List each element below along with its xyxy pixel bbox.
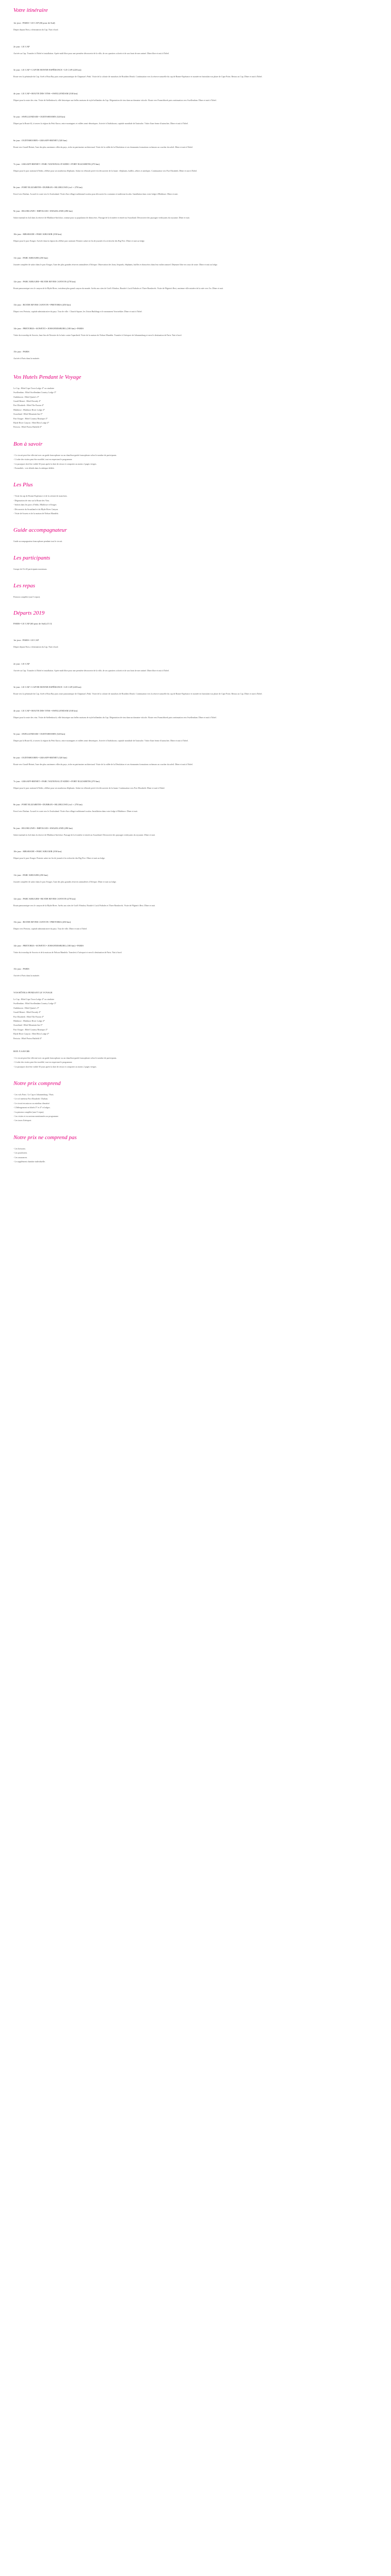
day-title: 15e jour : PARIS xyxy=(13,968,29,971)
day-title: 13e jour : BLYDE RIVER CANYON • PRETORIA (450 km) xyxy=(13,921,71,924)
highlights-title: Vos Hutels Pendant le Voyage xyxy=(13,374,82,380)
included-item: - L'hébergement en hôtels 3* et 4* et lodges. xyxy=(13,1106,51,1109)
day-title: 14e jour : PRETORIA • SOWETO • JOHANNESBURG (100 km) • PARIS xyxy=(13,944,84,947)
plus-item: - Visite du cap de Bonne-Espérance et de la colonie de manchots. xyxy=(13,495,68,498)
day-block xyxy=(13,163,381,173)
day-text: Arrivée à Paris dans la matinée. xyxy=(13,357,40,360)
excluded-item: - Le supplément chambre individuelle. xyxy=(13,1160,45,1163)
dup-good-title: BON À SAVOIR xyxy=(13,1049,30,1053)
day-title: 15e jour : PARIS xyxy=(13,350,29,353)
good-to-know-item: - L'ordre des visites peut être modifié, tout en respectant le programme. xyxy=(13,1061,73,1064)
excluded-title: Notre prix ne comprend pas xyxy=(13,1134,77,1141)
hotel-item: Hluhluwe : Hluhluwe River Lodge 4* xyxy=(13,1019,45,1022)
meals-text: Pension complète (sauf 3 repas). xyxy=(13,595,41,598)
day-text: Départ par la Route 62, à travers la région du Petit Karoo, entre montagnes et vallées semi-désertiques. Arrivée à Oudtshoorn, capitale mondiale de l'autruche. Visite d'une ferme d'autruches. Dîner et nuit à l'hôtel. xyxy=(13,122,189,125)
excluded-list xyxy=(13,1147,381,1164)
day-text: Départ pour le parc Kruger. Premier safari en fin de journée à la recherche des Big Five. Dîner et nuit au lodge. xyxy=(13,857,105,860)
day-text: Envol vers Durban. Accueil et route vers le Zoulouland. Visite d'un village traditionnel zoulou. Installation dans votre lodge à Hluhluwe. Dîner et nuit. xyxy=(13,810,138,813)
included-item: - Les taxes d'aéroport. xyxy=(13,1119,32,1122)
day-text: Visite du township de Soweto et de la maison de Nelson Mandela. Transfert à l'aéroport et envol à destination de Paris. Nuit à bord. xyxy=(13,951,122,954)
day-block xyxy=(13,686,381,696)
hotel-item: Graaff-Reinet : Hôtel Drostdy 4* xyxy=(13,1011,41,1014)
day-block xyxy=(13,280,381,291)
dup-hotels-title: VOS HÔTELS PENDANT LE VOYAGE xyxy=(13,991,53,994)
day-block xyxy=(13,897,381,908)
good-to-know-item: - Formalités : voir détails dans la rubrique dédiée. xyxy=(13,466,55,469)
excluded-item: - Les assurances. xyxy=(13,1156,28,1159)
day-title: 7e jour : GRAAFF-REINET • PARC NATIONAL D'ADDO • PORT ELIZABETH (270 km) xyxy=(13,162,100,165)
day-title: 3e jour : LE CAP • CAP DE BONNE-ESPÉRANCE • LE CAP (220 km) xyxy=(13,69,82,72)
day-block xyxy=(13,944,381,955)
good-to-know-item: - Ce circuit peut être effectué avec un guide francophone ou un chauffeur-guide francophone selon le nombre de participants. xyxy=(13,453,117,456)
day-title: 9e jour : HLUHLUWE • IMFOLOZI • SWAZILAND (290 km) xyxy=(13,826,73,829)
day-title: 12e jour : PARC KRUGER • BLYDE RIVER CANYON (270 km) xyxy=(13,280,76,283)
hotel-item: Hluhluwe : Hluhluwe River Lodge 4* xyxy=(13,408,45,411)
hotel-item: Le Cap : Hôtel Cape Town Lodge 4* ou similaire xyxy=(13,998,55,1001)
day-text: Route vers Graaff-Reinet, l'une des plus anciennes villes du pays, riche en patrimoine architectural. Visite de la vallée de la Désolation et ses étonnantes formations rocheuses au coucher du soleil. Dîner et nuit à l'hôtel. xyxy=(13,145,193,148)
day-text: Safari matinal en 4x4 dans la réserve de Hluhluwe-Imfolozi. Passage de la frontière et entrée au Swaziland. Découverte des paysages verdoyants du royaume. Dîner et nuit. xyxy=(13,833,155,836)
prices-list xyxy=(13,494,381,516)
day-block xyxy=(13,733,381,743)
hotel-item: Oudtshoorn : Hôtel Queen's 3* xyxy=(13,1006,39,1009)
day-text: Route vers la péninsule du Cap. Arrêt à Hout Bay puis route panoramique de Chapman's Peak. Visite de la colonie de manchots de Boulders Beach. Continuation vers la réserve naturelle du cap de Bonne-Espérance et montée en funiculaire au phare de Cape Point. Retour au Cap. Dîner et nuit à l'hôtel. xyxy=(13,75,263,78)
day-block xyxy=(13,303,381,314)
extras-text: Groupe de 8 à 20 participants maximum. xyxy=(13,567,47,570)
day-block xyxy=(13,139,381,149)
day-title: 6e jour : OUDTSHOORN • GRAAFF-REINET (320 km) xyxy=(13,756,67,759)
day-text: Départ pour le parc national d'Addo, célèbre pour ses nombreux éléphants. Safari en véhicule privé à la découverte de la faune. Continuation vers Port Elizabeth. Dîner et nuit à l'hôtel. xyxy=(13,786,165,789)
hotel-item: Blyde River Canyon : Hôtel Rest Lodge 4* xyxy=(13,1032,50,1036)
day-title: 4e jour : LE CAP • ROUTE DES VINS • SWELLENDAM (330 km) xyxy=(13,709,78,712)
itinerary-page xyxy=(0,0,391,1189)
hotel-item: Swaziland : Hôtel Mountain Inn 3* xyxy=(13,413,43,416)
day-title: 1er jour : PARIS • LE CAP (60 pour de Sud) xyxy=(13,22,55,24)
day-title: 4e jour : LE CAP • ROUTE DES VINS • SWELLENDAM (330 km) xyxy=(13,92,78,95)
day-text: Safari matinal en 4x4 dans la réserve de Hluhluwe-Imfolozi, connue pour sa population de rhinocéros. Passage de la frontière et entrée au Swaziland. Découverte des paysages verdoyants du royaume. Dîner et nuit. xyxy=(13,216,190,219)
day-text: Route panoramique vers le canyon de la Blyde River, troisième plus grand canyon du monde. Arrêts aux sites de God's Window, Bourke's Luck Potholes et Three Rondavels. Visite de Pilgrim's Rest, ancienne ville minière de la ruée vers l'or. Dîner et nuit. xyxy=(13,286,223,290)
hotel-item: Parc Kruger : Hôtel Country Boutique 4* xyxy=(13,417,48,420)
dup-good-list xyxy=(13,1056,381,1069)
hotel-item: Oudtshoorn : Hôtel Queen's 3* xyxy=(13,395,39,398)
departure-line: PARIS • LE CAP (60 pour de Sud) (15 J) xyxy=(13,622,52,625)
day-text: Arrivée au Cap. Transfert à l'hôtel et installation. Après-midi libre pour une première découverte de la ville, de ses quartiers colorés et de son front de mer animé. Dîner libre et nuit à l'hôtel. xyxy=(13,669,170,672)
day-block xyxy=(13,45,381,56)
guide-title: Guide accompagnateur xyxy=(13,527,67,534)
day-text: Envol vers Durban. Accueil et route vers le Zoulouland. Visite d'un village traditionnel zoulou pour découvrir les coutumes et traditions locales. Installation dans votre lodge à Hluhluwe. Dîner et nuit. xyxy=(13,193,178,196)
day-block xyxy=(13,92,381,103)
departures-title: Départs 2019 xyxy=(13,610,45,617)
day-block xyxy=(13,921,381,931)
good-to-know-item: - Ce circuit peut être effectué avec un guide francophone ou un chauffeur-guide francophone selon le nombre de participants. xyxy=(13,1056,117,1059)
dup-days-list xyxy=(13,639,381,978)
included-item: - Les visites et excursions mentionnées au programme. xyxy=(13,1115,59,1118)
day-text: Arrivée au Cap. Transfert à l'hôtel et installation. Après-midi libre pour une première découverte de la ville, de ses quartiers colorés et de son front de mer animé. Dîner libre et nuit à l'hôtel. xyxy=(13,52,170,55)
hotel-item: Swaziland : Hôtel Mountain Inn 3* xyxy=(13,1024,43,1027)
day-title: 10e jour : MBABANE • PARC KRUGER (350 km) xyxy=(13,850,62,853)
included-list xyxy=(13,1093,381,1123)
day-block xyxy=(13,663,381,673)
day-block xyxy=(13,803,381,814)
hotel-item: Parc Kruger : Hôtel Country Boutique 4* xyxy=(13,1028,48,1031)
hotel-item: Swellendam : Hôtel Swellendam Country Lodge 3* xyxy=(13,1002,56,1005)
day-title: 14e jour : PRETORIA • SOWETO • JOHANNESBURG (100 km) • PARIS xyxy=(13,327,84,330)
day-block xyxy=(13,69,381,79)
day-block xyxy=(13,186,381,196)
day-title: 3e jour : LE CAP • CAP DE BONNE-ESPÉRANCE • LE CAP (220 km) xyxy=(13,686,82,689)
hotel-item: Pretoria : Hôtel Protea Hatfield 4* xyxy=(13,426,42,429)
hotel-item: Pretoria : Hôtel Protea Hatfield 4* xyxy=(13,1037,42,1040)
hotel-item: Port Elizabeth : Hôtel The Paxton 4* xyxy=(13,404,44,407)
hotel-item: Port Elizabeth : Hôtel The Paxton 4* xyxy=(13,1015,44,1018)
good-to-know-item: - L'ordre des visites peut être modifié, tout en respectant le programme. xyxy=(13,458,73,461)
good-to-know-item: - Le passeport doit être valide 30 jours après la date de retour et comporter au moins 2 pages vierges. xyxy=(13,462,97,465)
day-title: 12e jour : PARC KRUGER • BLYDE RIVER CANYON (270 km) xyxy=(13,897,76,900)
day-text: Journée complète de safari dans le parc Kruger, l'une des plus grandes réserves animalières d'Afrique. Observation des lions, léopards, éléphants, buffles et rhinocéros dans leur milieu naturel. Déjeuner libre en cours de route. Dîner et nuit au lodge. xyxy=(13,263,218,266)
day-title: 6e jour : OUDTSHOORN • GRAAFF-REINET (320 km) xyxy=(13,139,67,142)
hotel-item: Le Cap : Hôtel Cape Town Lodge 4* ou similaire xyxy=(13,386,55,389)
day-title: 8e jour : PORT ELIZABETH • DURBAN • HLUHLUWE (vol + 270 km) xyxy=(13,803,83,806)
day-block xyxy=(13,709,381,720)
day-block xyxy=(13,968,381,978)
day-title: 10e jour : MBABANE • PARC KRUGER (350 km) xyxy=(13,233,62,236)
day-text: Départ depuis Paris, à destination du Cap. Nuit à bord. xyxy=(13,28,59,31)
itinerary-title: Votre itinéraire xyxy=(13,7,48,13)
day-text: Départ pour le parc national d'Addo, célèbre pour ses nombreux éléphants. Safari en véhicule privé à la découverte de la faune : éléphants, buffles, zèbres et antilopes. Continuation vers Port Elizabeth. Dîner et nuit à l'hôtel. xyxy=(13,169,198,172)
day-text: Visite du township de Soweto, haut lieu de l'histoire de la lutte contre l'apartheid. Visite de la maison de Nelson Mandela. Transfert à l'aéroport de Johannesburg et envol à destination de Paris. Nuit à bord. xyxy=(13,333,182,336)
excluded-item: - Les pourboires. xyxy=(13,1151,28,1155)
day-title: 5e jour : SWELLENDAM • OUDTSHOORN (320 km) xyxy=(13,115,66,118)
day-title: 2e jour : LE CAP xyxy=(13,45,30,48)
plus-item: - Dégustation de vins sur la Route des Vins. xyxy=(13,499,50,502)
day-text: Départ pour le parc Kruger. Arrivée dans la région du célèbre parc national. Premier safari en fin de journée à la recherche des Big Five. Dîner et nuit au lodge. xyxy=(13,240,145,243)
day-block xyxy=(13,22,381,32)
day-text: Départ pour la route des vins. Visite de Stellenbosch, ville historique aux belles maisons de style hollandais du Cap. Dégustation de vins dans un domaine viticole. Route vers Franschhoek puis continuation vers Swellendam. Dîner et nuit à l'hôtel. xyxy=(13,98,217,101)
day-block xyxy=(13,827,381,837)
day-block xyxy=(13,350,381,361)
day-text: Départ vers Pretoria, capitale administrative du pays. Tour de ville : Church Square, les Union Buildings et le monument Voortrekker. Dîner et nuit à l'hôtel. xyxy=(13,310,142,313)
day-block xyxy=(13,327,381,337)
hotel-item: Graaff-Reinet : Hôtel Drostdy 4* xyxy=(13,400,41,403)
day-title: 11e jour : PARC KRUGER (250 km) xyxy=(13,256,48,259)
day-text: Départ vers Pretoria, capitale administrative du pays. Tour de ville. Dîner et nuit à l'hôtel. xyxy=(13,927,87,930)
hotel-item: Swellendam : Hôtel Swellendam Country Lodge 3* xyxy=(13,391,56,394)
day-text: Route vers la péninsule du Cap. Arrêt à Hout Bay puis route panoramique de Chapman's Peak. Visite de la colonie de manchots de Boulders Beach. Continuation vers la réserve naturelle du cap de Bonne-Espérance et montée en funiculaire au phare de Cape Point. Retour au Cap. Dîner et nuit à l'hôtel. xyxy=(13,692,263,696)
day-block xyxy=(13,210,381,220)
prices-title: Les Plus xyxy=(13,482,33,488)
day-block xyxy=(13,756,381,767)
day-title: 8e jour : PORT ELIZABETH • DURBAN • HLUHLUWE (vol + 270 km) xyxy=(13,186,83,189)
day-title: 2e jour : LE CAP xyxy=(13,662,30,665)
day-text: Route panoramique vers le canyon de la Blyde River. Arrêts aux sites de God's Window, Bourke's Luck Potholes et Three Rondavels. Visite de Pilgrim's Rest. Dîner et nuit. xyxy=(13,904,156,907)
day-title: 7e jour : GRAAFF-REINET • PARC NATIONAL D'ADDO • PORT ELIZABETH (270 km) xyxy=(13,779,100,783)
good-to-know-item: - Le passeport doit être valide 30 jours après la date de retour et comporter au moins 2 pages vierges. xyxy=(13,1065,97,1068)
hotel-item: Blyde River Canyon : Hôtel Rest Lodge 4* xyxy=(13,421,50,425)
day-title: 9e jour : HLUHLUWE • IMFOLOZI • SWAZILAND (290 km) xyxy=(13,209,73,212)
good-to-know-title: Bon à savoir xyxy=(13,440,43,447)
extras-title: Les participants xyxy=(13,554,51,561)
included-item: - Les vols Paris / Le Cap et Johannesburg / Paris. xyxy=(13,1093,54,1096)
day-title: 11e jour : PARC KRUGER (250 km) xyxy=(13,874,48,877)
plus-item: - Visite de Soweto et de la maison de Nelson Mandela. xyxy=(13,512,59,515)
days-list xyxy=(13,22,381,361)
excluded-item: - Les boissons. xyxy=(13,1147,26,1150)
good-to-know-list xyxy=(13,453,381,471)
day-title: 1er jour : PARIS • LE CAP xyxy=(13,639,39,642)
day-block xyxy=(13,115,381,126)
day-block xyxy=(13,850,381,860)
dup-hotels-list xyxy=(13,997,381,1041)
day-text: Arrivée à Paris dans la matinée. xyxy=(13,974,40,977)
included-item: - La pension complète (sauf 3 repas). xyxy=(13,1110,44,1113)
included-title: Notre prix comprend xyxy=(13,1080,61,1087)
day-text: Départ pour la route des vins. Visite de Stellenbosch, ville historique aux belles maisons de style hollandais du Cap. Dégustation de vins dans un domaine viticole. Route vers Franschhoek puis continuation vers Swellendam. Dîner et nuit à l'hôtel. xyxy=(13,716,217,719)
plus-item: - Découverte du Swaziland et du Blyde River Canyon. xyxy=(13,507,59,511)
highlights-list xyxy=(13,386,381,430)
day-text: Départ depuis Paris, à destination du Cap. Nuit à bord. xyxy=(13,646,59,649)
day-text: Route vers Graaff-Reinet, l'une des plus anciennes villes du pays, riche en patrimoine architectural. Visite de la vallée de la Désolation et ses étonnantes formations rocheuses au coucher du soleil. Dîner et nuit à l'hôtel. xyxy=(13,763,193,766)
day-title: 13e jour : BLYDE RIVER CANYON • PRETORIA (450 km) xyxy=(13,303,71,307)
guide-text: Guide accompagnateur francophone pendant tout le circuit. xyxy=(13,540,62,543)
day-title: 5e jour : SWELLENDAM • OUDTSHOORN (320 km) xyxy=(13,733,66,736)
included-item: - Le circuit en autocar ou minibus climatisé. xyxy=(13,1101,50,1105)
included-item: - Le vol intérieur Port Elizabeth / Durban. xyxy=(13,1097,48,1100)
day-text: Journée complète de safari dans le parc Kruger, l'une des plus grandes réserves animalières d'Afrique. Dîner et nuit au lodge. xyxy=(13,880,117,884)
day-block xyxy=(13,233,381,243)
plus-item: - Safaris dans les parcs d'Addo, Hluhluwe et Kruger. xyxy=(13,503,57,506)
day-block xyxy=(13,257,381,267)
day-block xyxy=(13,874,381,884)
meals-title: Les repas xyxy=(13,582,36,589)
day-block xyxy=(13,639,381,649)
day-block xyxy=(13,780,381,790)
day-text: Départ par la Route 62, à travers la région du Petit Karoo, entre montagnes et vallées semi-désertiques. Arrivée à Oudtshoorn, capitale mondiale de l'autruche. Visite d'une ferme d'autruches. Dîner et nuit à l'hôtel. xyxy=(13,739,189,742)
